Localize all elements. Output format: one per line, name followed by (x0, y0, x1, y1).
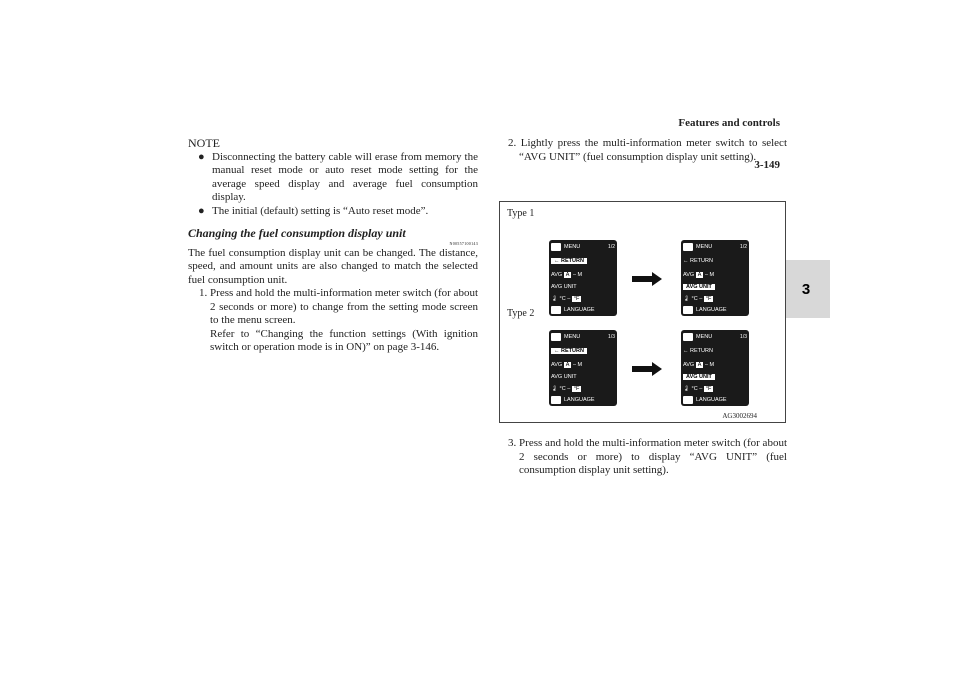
thermometer-icon: 🌡 (551, 386, 558, 392)
temp-c: °C (559, 386, 566, 392)
type-2-label: Type 2 (507, 308, 535, 319)
language-item: LANGUAGE (564, 307, 595, 313)
arrow-right-icon (632, 272, 662, 286)
avg-unit-item: AVG UNIT (683, 374, 715, 380)
temp-c: °C (691, 296, 698, 302)
note-bullet-text: Disconnecting the battery cable will erase from memory the manual reset mode or auto reset mode setting for the average speed display and average fuel consumption display. (212, 150, 478, 203)
avg-label: AVG (551, 362, 563, 368)
avg-option-m: M (709, 362, 715, 368)
type2-avg-unit-screen: MENU 1/3 ← RETURN AVG A – M AVG UNIT 🌡 °C – °F LANGUAGE (681, 330, 749, 406)
menu-icon (551, 243, 561, 251)
menu-label: MENU (696, 334, 713, 340)
avg-option-a: A (697, 362, 702, 368)
temp-f: °F (573, 296, 580, 302)
return-item: ← RETURN (551, 258, 587, 264)
note-bullet-text: The initial (default) setting is “Auto reset mode”. (212, 204, 429, 217)
arrow-right-icon (632, 362, 662, 376)
thermometer-icon: 🌡 (683, 296, 690, 302)
note-bullet (188, 151, 478, 205)
language-item: LANGUAGE (564, 397, 595, 403)
menu-icon (551, 333, 561, 341)
menu-label: MENU (696, 244, 713, 250)
bullet-icon: ● (198, 150, 205, 163)
page-indicator: 1/3 (740, 334, 747, 340)
step-1-reference: Refer to “Changing the function settings (With ignition switch or operation mode is in ON)” on page 3-146. (210, 327, 478, 353)
menu-icon (683, 243, 693, 251)
avg-option-m: M (709, 272, 715, 278)
page-number: 3-149 (754, 159, 780, 171)
type1-avg-unit-screen: MENU 1/2 ← RETURN AVG A – M AVG UNIT 🌡 °C – °F LANGUAGE (681, 240, 749, 316)
bullet-icon: ● (198, 204, 205, 217)
language-icon (683, 306, 693, 314)
avg-option-a: A (697, 272, 702, 278)
right-column-lower (497, 437, 787, 478)
temp-c: °C (559, 296, 566, 302)
return-item: ← RETURN (551, 348, 587, 354)
right-column (497, 137, 787, 164)
avg-unit-item: AVG UNIT (551, 374, 577, 380)
language-icon (551, 396, 561, 404)
temp-f: °F (573, 386, 580, 392)
avg-unit-item: AVG UNIT (683, 284, 715, 290)
return-item: ← RETURN (683, 348, 713, 354)
header-title: Features and controls (678, 117, 780, 129)
section-heading: Changing the fuel consumption display unit (188, 226, 406, 240)
note-bullet (188, 205, 478, 219)
chapter-tab: 3 (782, 260, 830, 318)
intro-paragraph: The fuel consumption display unit can be changed. The distance, speed, and amount units are also changed to match the selected fuel consumption unit. (188, 246, 478, 286)
page-indicator: 1/2 (740, 244, 747, 250)
page-indicator: 1/2 (608, 244, 615, 250)
section-code: N00557100143 (449, 240, 478, 246)
left-column (188, 137, 478, 355)
thermometer-icon: 🌡 (683, 386, 690, 392)
type2-menu-screen: MENU 1/3 ← RETURN AVG A – M AVG UNIT 🌡 °C – °F LANGUAGE (549, 330, 617, 406)
type1-menu-screen: MENU 1/2 ← RETURN AVG A – M AVG UNIT 🌡 °C – °F LANGUAGE (549, 240, 617, 316)
temp-c: °C (691, 386, 698, 392)
language-item: LANGUAGE (696, 397, 727, 403)
menu-icon (683, 333, 693, 341)
note-heading: NOTE (188, 136, 220, 150)
avg-label: AVG (683, 272, 695, 278)
figure-code: AG3002694 (722, 412, 757, 420)
menu-label: MENU (564, 334, 581, 340)
type-1-label: Type 1 (507, 208, 535, 219)
step-2: 2. Lightly press the multi-information meter switch to select “AVG UNIT” (fuel consumption display unit setting). (508, 137, 787, 163)
avg-option-m: M (577, 362, 583, 368)
menu-label: MENU (564, 244, 581, 250)
avg-label: AVG (683, 362, 695, 368)
thermometer-icon: 🌡 (551, 296, 558, 302)
avg-option-m: M (577, 272, 583, 278)
step-3: 3. Press and hold the multi-information meter switch (for about 2 seconds or more) to display “AVG UNIT” (fuel consumption display unit setting). (508, 437, 787, 476)
language-icon (551, 306, 561, 314)
avg-unit-item: AVG UNIT (551, 284, 577, 290)
language-icon (683, 396, 693, 404)
temp-f: °F (705, 296, 712, 302)
return-item: ← RETURN (683, 258, 713, 264)
temp-f: °F (705, 386, 712, 392)
page-indicator: 1/3 (608, 334, 615, 340)
avg-option-a: A (565, 362, 570, 368)
avg-option-a: A (565, 272, 570, 278)
language-item: LANGUAGE (696, 307, 727, 313)
step-1: 1. Press and hold the multi-information meter switch (for about 2 seconds or more) to change from the setting mode screen to the menu screen. (199, 287, 478, 326)
avg-label: AVG (551, 272, 563, 278)
display-figure (499, 201, 786, 423)
